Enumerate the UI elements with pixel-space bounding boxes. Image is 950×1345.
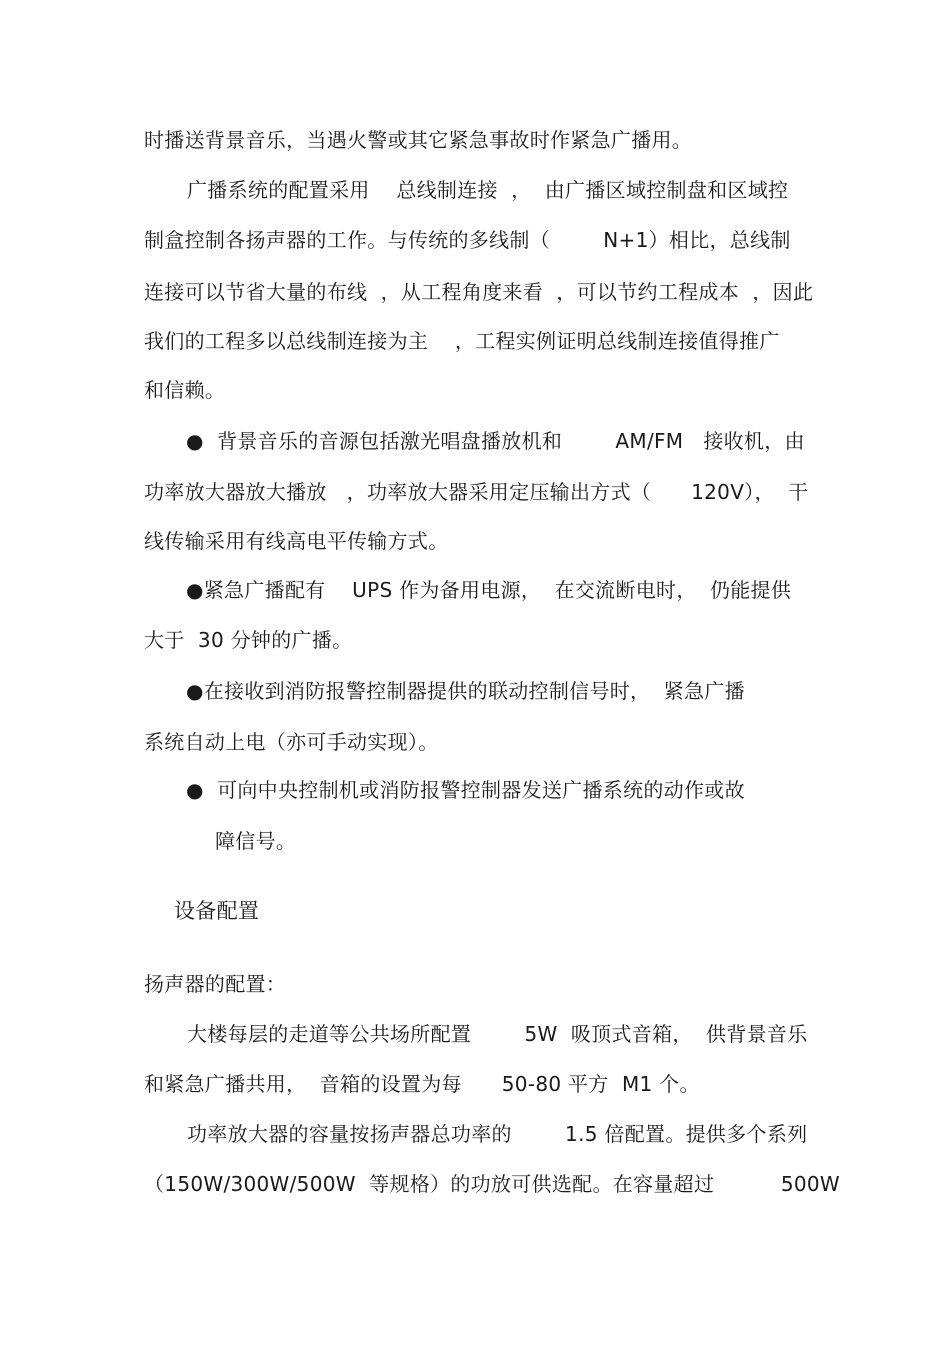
paragraph-line: 系统自动上电（亦可手动实现）。 <box>144 730 439 754</box>
subheading: 扬声器的配置： <box>144 972 287 996</box>
paragraph-line: 线传输采用有线高电平传输方式。 <box>144 529 449 553</box>
paragraph-line: 我们的工程多以总线制连接为主 ，工程实例证明总线制连接值得推广 <box>144 329 780 353</box>
section-heading: 设备配置 <box>174 899 260 923</box>
bullet-item: ●在接收到消防报警控制器提供的联动控制信号时， 紧急广播 <box>186 679 745 703</box>
paragraph-line: （150W/300W/500W 等规格）的功放可供选配。在容量超过 500W <box>144 1172 840 1196</box>
paragraph-line: 时播送背景音乐，当遇火警或其它紧急事故时作紧急广播用。 <box>144 128 693 152</box>
paragraph-line: 功率放大器的容量按扬声器总功率的 1.5 倍配置。提供多个系列 <box>187 1122 808 1146</box>
bullet-item: ● 背景音乐的音源包括激光唱盘播放机和 AM/FM 接收机，由 <box>186 429 805 453</box>
paragraph-line: 和信赖。 <box>144 378 226 402</box>
paragraph-line: 大楼每层的走道等公共场所配置 5W 吸顶式音箱， 供背景音乐 <box>187 1022 808 1046</box>
paragraph-line: 广播系统的配置采用 总线制连接 ， 由广播区域控制盘和区域控 <box>187 178 789 202</box>
bullet-item: ●紧急广播配有 UPS 作为备用电源， 在交流断电时， 仍能提供 <box>186 578 792 602</box>
paragraph-line: 连接可以节省大量的布线 ，从工程角度来看 ，可以节约工程成本 ，因此 <box>144 280 814 304</box>
paragraph-line: 功率放大器放大播放 ，功率放大器采用定压输出方式（ 120V）， 干 <box>144 480 809 504</box>
paragraph-line: 障信号。 <box>215 829 297 853</box>
bullet-item: ● 可向中央控制机或消防报警控制器发送广播系统的动作或故 <box>186 778 745 802</box>
paragraph-line: 和紧急广播共用， 音箱的设置为每 50-80 平方 M1 个。 <box>144 1072 700 1096</box>
paragraph-line: 制盒控制各扬声器的工作。与传统的多线制（ N+1）相比，总线制 <box>144 228 791 252</box>
paragraph-line: 大于 30 分钟的广播。 <box>144 628 353 652</box>
